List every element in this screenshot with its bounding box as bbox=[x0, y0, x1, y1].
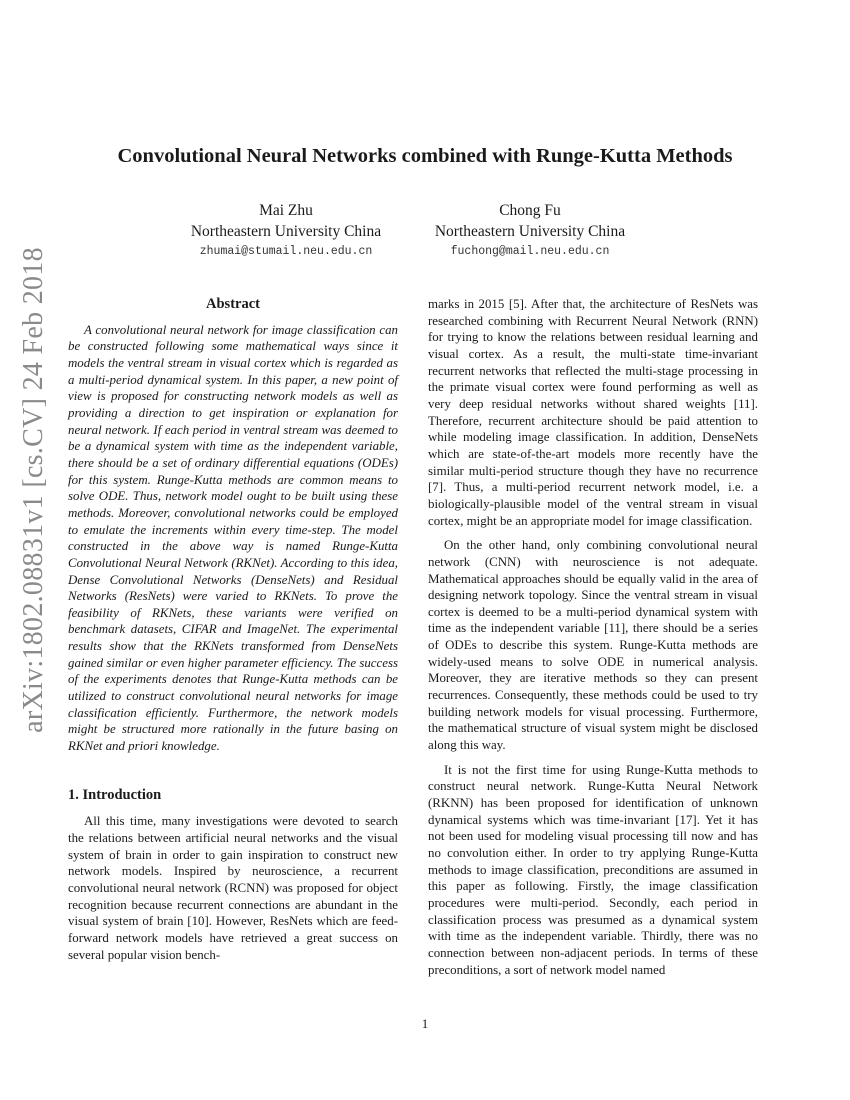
intro-paragraph-1: All this time, many investigations were devoted to search the relations between artificial neural networks and the visual system of brain in order to gain inspiration to construct new network models. Inspired by neuroscience, a recurrent convolutional neural network (RCNN) was proposed for object recognition because recurrent connections are abundant in the visual system of brain [10]. However, ResNets which are feed-forward network models have retrieved a great success on several popular vision bench- bbox=[68, 814, 398, 962]
author-block-2 bbox=[430, 200, 630, 262]
intro-paragraph-2: marks in 2015 [5]. After that, the architecture of ResNets was researched combining with Recurrent Neural Network (RNN) for trying to know the relations between residual learning and visual cortex. As a result, the multi-state time-invariant recurrent networks that reflected the multi-stage processing in the primate visual cortex were found performing as well as very deep residual networks without shared weights [11]. Therefore, recurrent architecture should be paid attention to while modeling image classification. In addition, DenseNets which are state-of-the-art models more recently have the similar multi-period structure though they have no recurrence [7]. Thus, a multi-period recurrent network model, i.e. a biologically-plausible model of the ventral stream in visual cortex, might be an appropriate model for image classification. bbox=[428, 297, 758, 528]
arxiv-identifier-stamp bbox=[14, 247, 54, 733]
abstract-body: A convolutional neural network for image classification can be constructed following some mathematical ways since it models the ventral stream in visual cortex which is regarded as a multi-period dynamical system. In this paper, a new point of view is proposed for constructing network models as well as providing a direction to get inspiration or explanation for neural network. If each period in ventral stream was deemed to be a dynamical system with time as the independent variable, there should be a set of ordinary differential equations (ODEs) for this system. Runge-Kutta methods are common means to solve ODE. Thus, network model ought to be built using these methods. Moreover, convolutional networks could be employed to emulate the increments within every time-step. The model constructed in the above way is named Runge-Kutta Convolutional Neural Network (RKNet). According to this idea, Dense Convolutional Networks (DenseNets) and Residual Networks (ResNets) were varied to RKNets. To prove the feasibility of RKNets, these variants were verified on benchmark datasets, CIFAR and ImageNet. The experimental results show that the RKNets transformed from DenseNets gained similar or even higher parameter efficiency. The success of the experiments denotes that Runge-Kutta methods can be utilized to construct convolutional neural networks for image classification efficiently. Furthermore, the network models might be structured more rationally in the future basing on RKNet and priori knowledge. bbox=[68, 322, 398, 754]
left-column bbox=[68, 296, 398, 971]
introduction-heading: 1. Introduction bbox=[68, 786, 162, 803]
author-email: zhumai@stumail.neu.edu.cn bbox=[199, 245, 373, 258]
author-block-1 bbox=[170, 200, 402, 262]
intro-paragraph-3: On the other hand, only combining convolutional neural network (CNN) with neuroscience is not adequate. Mathematical approaches should be equally valid in the area of designing network topology. Since the ventral stream in visual cortex is deemed to be a multi-period dynamical system with time as the independent variable [11], there should be a series of ODEs to describe this system. Runge-Kutta methods are widely-used means to solve ODE in numerical analysis. Moreover, they are iterative methods so they can present recurrences. Consequently, these methods could be used to try building network models for visual processing. Furthermore, the mathematical structure of visual system might be disclosed along this way. bbox=[428, 538, 758, 753]
author-affiliation: Northeastern University China bbox=[434, 223, 626, 240]
author-name: Mai Zhu bbox=[259, 202, 313, 219]
author-name: Chong Fu bbox=[499, 202, 561, 219]
abstract-heading: Abstract bbox=[206, 296, 260, 312]
page-number: 1 bbox=[421, 1016, 429, 1031]
right-column bbox=[428, 296, 758, 986]
author-email: fuchong@mail.neu.edu.cn bbox=[450, 245, 610, 258]
paper-title: Convolutional Neural Networks combined with Runge-Kutta Methods bbox=[117, 145, 733, 167]
intro-paragraph-4: It is not the first time for using Runge-Kutta methods to construct neural network. Runge-Kutta Neural Network (RKNN) has been proposed for identification of unknown dynamical systems which was time-invariant [17]. Yet it has not been used for modeling visual processing till now and has no convolution either. In order to try applying Runge-Kutta methods to image classification, preconditions are assumed in this paper as following. Firstly, the image classification procedures were multi-period. Secondly, each period in classification process was presumed as a dynamical system with time as the independent variable. Thirdly, there was no connection between non-adjacent periods. In terms of these preconditions, a sort of network model named bbox=[428, 762, 758, 977]
author-affiliation: Northeastern University China bbox=[190, 223, 382, 240]
arxiv-identifier-text: arXiv:1802.08831v1 [cs.CV] 24 Feb 2018 bbox=[18, 247, 49, 733]
